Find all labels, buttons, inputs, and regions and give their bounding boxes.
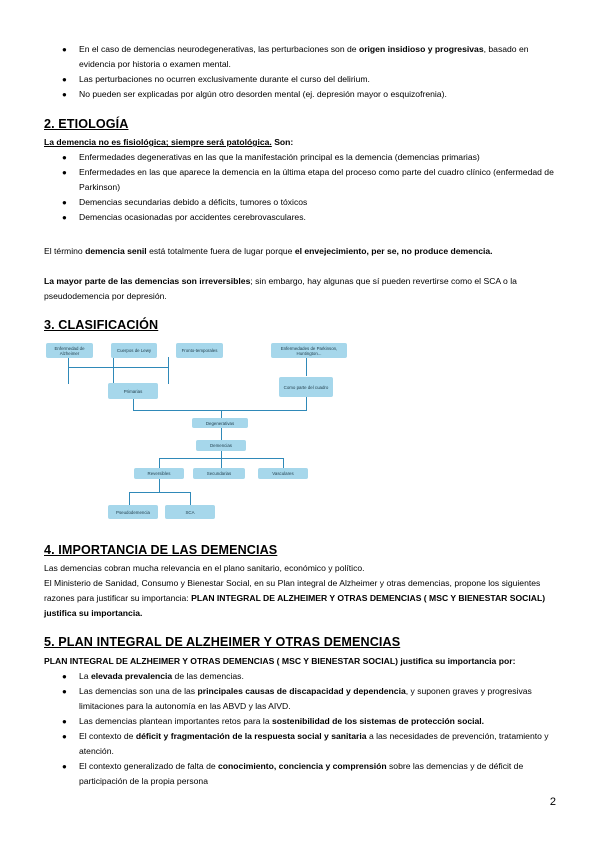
box-como-parte-del-cuadro: Como parte del cuadro xyxy=(279,377,333,397)
etiologia-bullet-list xyxy=(62,150,562,225)
box-parkinson: Enfermedades de Parkinson, Huntington... xyxy=(271,343,347,358)
demencia-senil-paragraph: El término demencia senil está totalmente fuera de lugar porque el envejecimiento, per se, no produce demencia. xyxy=(44,246,493,256)
list-item: ● Demencias ocasionadas por accidentes cerebrovasculares. xyxy=(62,212,306,222)
list-item: ● En el caso de demencias neurodegenerativas, las perturbaciones son de origen insidioso y progresivas, basado en evidencia por historia o examen mental. xyxy=(62,44,529,69)
importancia-paragraph: El Ministerio de Sanidad, Consumo y Bienestar Social, en su Plan integral de Alzheimer y otras demencias, propone los siguientes razones para justificar su importancia: PLAN INTEGRAL DE ALZHEIMER Y OTRAS DEMENCIAS ( MSC Y BIENESTAR SOCIAL) justifica su importancia. xyxy=(44,578,546,618)
emphasis-text: déficit y fragmentación de la respuesta social y sanitaria xyxy=(135,731,367,741)
emphasis-text: demencia senil xyxy=(85,246,147,256)
box-secundarias: Secundarias xyxy=(193,468,245,479)
list-item: ● Demencias secundarias debido a déficits, tumores o tóxicos xyxy=(62,197,308,207)
plan-integral-lead: PLAN INTEGRAL DE ALZHEIMER Y OTRAS DEMENCIAS ( MSC Y BIENESTAR SOCIAL) justifica su importancia por: xyxy=(44,656,516,666)
emphasis-text: el envejecimiento, per se, no produce demencia. xyxy=(294,246,493,256)
box-alzheimer: Enfermedad de Alzheimer xyxy=(46,343,93,358)
list-item: ● Las demencias son una de las principales causas de discapacidad y dependencia, y suponen graves y progresivas limitaciones para la autonomía en las ABVD y las AIVD. xyxy=(62,686,532,711)
emphasis-text: elevada prevalencia xyxy=(90,671,173,681)
emphasis-text: sostenibilidad de los sistemas de protección social. xyxy=(272,716,485,726)
list-item: ● La elevada prevalencia de las demencias. xyxy=(62,671,244,681)
list-item: ● El contexto generalizado de falta de conocimiento, conciencia y comprensión sobre las demencias y de déficit de participación de la propia persona xyxy=(62,761,524,786)
emphasis-text: La mayor parte de las demencias son irreversibles xyxy=(44,276,251,286)
box-pseudodemencia: Pseudodemencia xyxy=(108,505,158,519)
box-reversibles: Reversibles xyxy=(134,468,184,479)
etiologia-lead: La demencia no es fisiológica; siempre será patológica. Son: xyxy=(44,137,294,147)
classification-diagram xyxy=(46,341,356,523)
box-sca: SCA xyxy=(165,505,215,519)
section-heading-importancia: 4. IMPORTANCIA DE LAS DEMENCIAS xyxy=(44,543,278,557)
irreversibles-paragraph: La mayor parte de las demencias son irreversibles; sin embargo, hay algunas que sí pueden revertirse como el SCA o la pseudodemencia por depresión. xyxy=(44,276,517,301)
list-item: ● Las demencias plantean importantes retos para la sostenibilidad de los sistemas de protección social. xyxy=(62,716,485,726)
box-lewy: Cuerpos de Lewy xyxy=(111,343,157,358)
emphasis-text: origen insidioso y progresivas xyxy=(358,44,484,54)
list-item: ● El contexto de déficit y fragmentación de la respuesta social y sanitaria a las necesidades de prevención, tratamiento y atención. xyxy=(62,731,549,756)
box-vasculares: Vasculares xyxy=(258,468,308,479)
page-number: 2 xyxy=(549,796,556,808)
plan-integral-bullet-list xyxy=(62,669,562,789)
section-heading-clasificacion: 3. CLASIFICACIÓN xyxy=(44,318,159,332)
section-heading-plan-integral: 5. PLAN INTEGRAL DE ALZHEIMER Y OTRAS DEMENCIAS xyxy=(44,635,401,649)
list-item: ● Las perturbaciones no ocurren exclusivamente durante el curso del delirium. xyxy=(62,74,370,84)
emphasis-text: principales causas de discapacidad y dependencia xyxy=(197,686,406,696)
box-degenerativas: Degenerativas xyxy=(192,418,248,428)
box-primarias: Primarias xyxy=(108,383,158,399)
list-item: ● No pueden ser explicadas por algún otro desorden mental (ej. depresión mayor o esquizofrenia). xyxy=(62,89,447,99)
box-fronto-temporales: Fronto-temporales xyxy=(176,343,223,358)
intro-bullet-list xyxy=(62,42,562,102)
box-demencias: Demencias xyxy=(196,440,246,451)
emphasis-text: PLAN INTEGRAL DE ALZHEIMER Y OTRAS DEMENCIAS ( MSC Y BIENESTAR SOCIAL) justifica su importancia. xyxy=(44,593,546,618)
list-item: ● Enfermedades degenerativas en las que la manifestación principal es la demencia (demencias primarias) xyxy=(62,152,480,162)
emphasis-text: conocimiento, conciencia y comprensión xyxy=(218,761,387,771)
section-heading-etiologia: 2. ETIOLOGÍA xyxy=(44,117,129,131)
list-item: ● Enfermedades en las que aparece la demencia en la última etapa del proceso como parte del cuadro clínico (enfermedad de Parkinson) xyxy=(62,167,554,192)
importancia-line: Las demencias cobran mucha relevancia en el plano sanitario, económico y político. xyxy=(44,563,365,573)
